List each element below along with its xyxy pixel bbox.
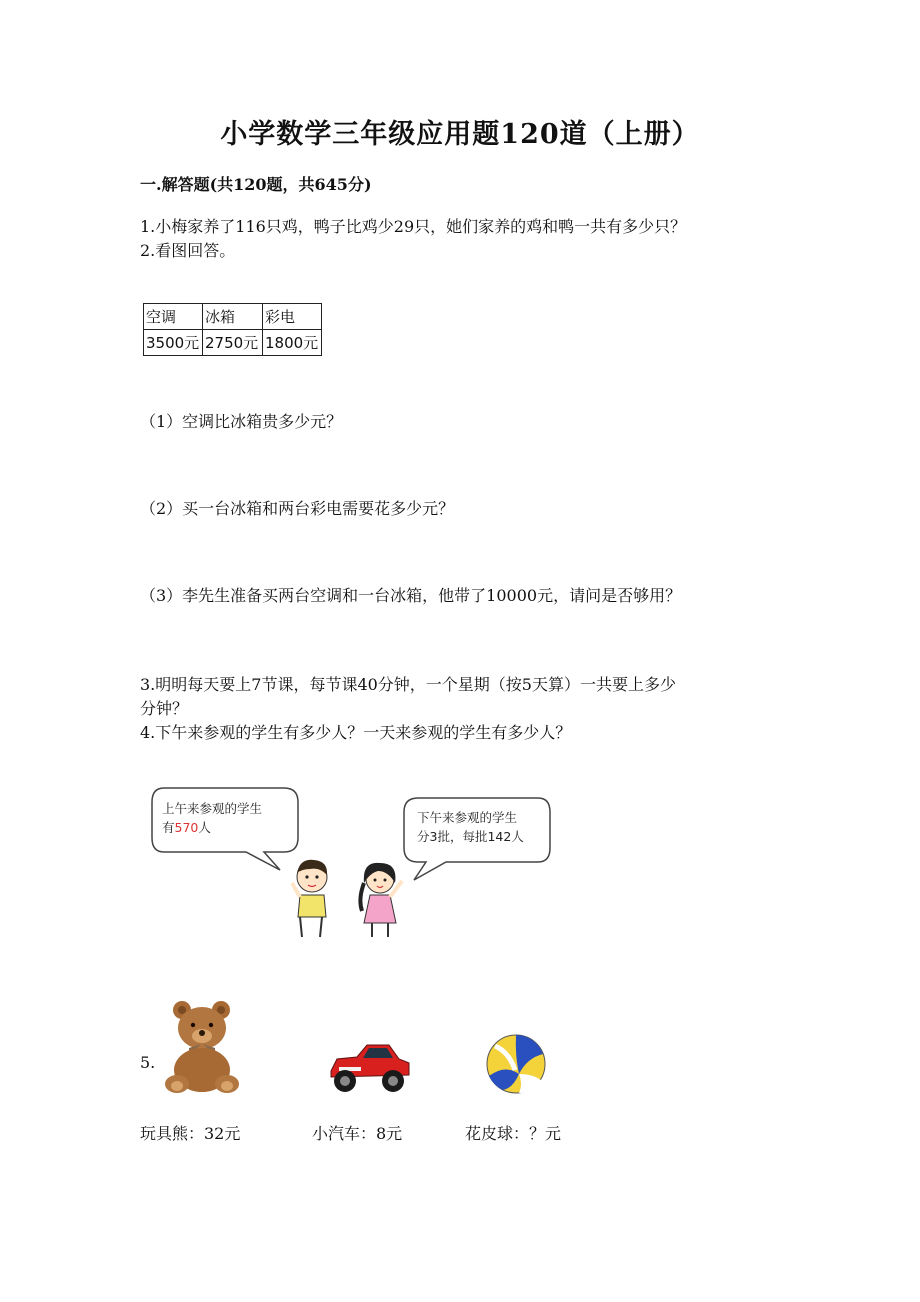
question-2-sub-3: （3）李先生准备买两台空调和一台冰箱，他带了10000元，请问是否够用？ <box>140 586 682 605</box>
price-table <box>143 303 322 356</box>
teddy-bear-image <box>155 1000 250 1095</box>
price-label-volleyball: 花皮球：？元 <box>465 1124 562 1143</box>
table-header-cell: 彩电 <box>263 304 322 330</box>
section-heading: 一.解答题(共120题，共645分) <box>140 175 372 194</box>
question-3-line-2: 分钟？ <box>140 699 189 718</box>
question-2-sub-1: （1）空调比冰箱贵多少元？ <box>140 412 343 431</box>
children-illustration <box>280 855 420 940</box>
question-2-sub-2: （2）买一台冰箱和两台彩电需要花多少元？ <box>140 499 455 518</box>
table-row <box>144 304 322 330</box>
table-row <box>144 330 322 356</box>
table-cell: 3500元 <box>144 330 203 356</box>
girl-figure <box>360 863 402 937</box>
question-3-line-1: 3.明明每天要上7节课，每节课40分钟，一个星期（按5天算）一共要上多少 <box>140 675 676 694</box>
volleyball-image <box>485 1034 549 1096</box>
toy-car-image <box>323 1037 413 1095</box>
page-title: 小学数学三年级应用题120道（上册） <box>220 119 700 150</box>
price-label-teddy-bear: 玩具熊：32元 <box>140 1124 241 1143</box>
question-5-number: 5. <box>140 1053 156 1072</box>
table-header-cell: 空调 <box>144 304 203 330</box>
price-label-toy-car: 小汽车：8元 <box>312 1124 403 1143</box>
bubble-right-line-1: 下午来参观的学生 <box>417 810 518 825</box>
bubble-right-line-2: 分3批，每批142人 <box>417 829 524 844</box>
table-header-cell: 冰箱 <box>203 304 263 330</box>
question-2: 2.看图回答。 <box>140 241 236 260</box>
bubble-left-line-2: 有570人 <box>162 820 211 835</box>
speech-bubble-right <box>417 808 557 846</box>
table-cell: 2750元 <box>203 330 263 356</box>
boy-figure <box>292 860 327 937</box>
table-cell: 1800元 <box>263 330 322 356</box>
bubble-left-line-1: 上午来参观的学生 <box>162 801 263 816</box>
speech-bubble-left <box>162 799 302 837</box>
question-4: 4.下午来参观的学生有多少人？一天来参观的学生有多少人？ <box>140 723 572 742</box>
question-1: 1.小梅家养了116只鸡，鸭子比鸡少29只，她们家养的鸡和鸭一共有多少只？ <box>140 217 687 236</box>
